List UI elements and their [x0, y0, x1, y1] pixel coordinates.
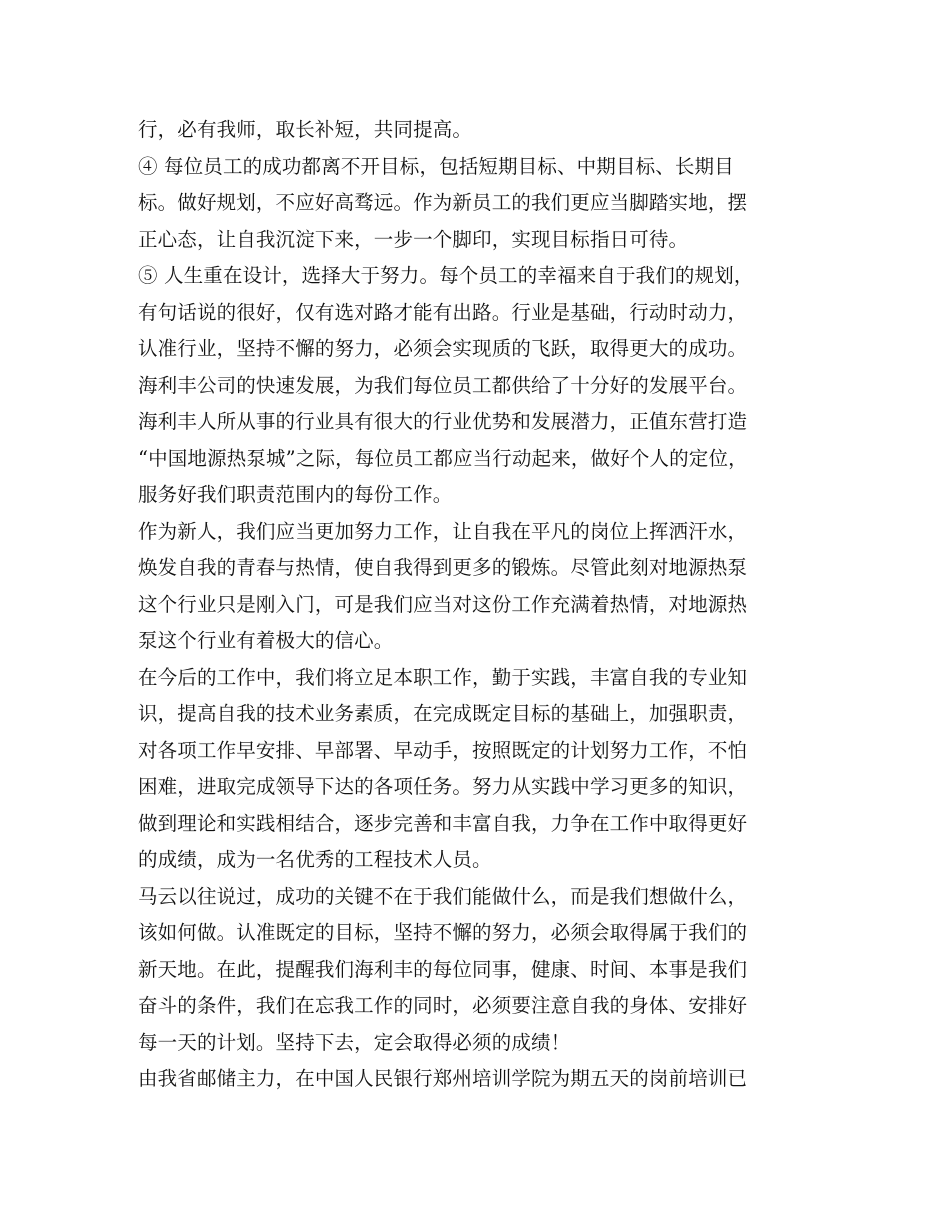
document-body: [138, 112, 828, 1098]
text-line: 焕发自我的青春与热情，使自我得到更多的锻炼。尽管此刻对地源热泵: [138, 556, 748, 579]
text-line: “中国地源热泵城”之际，每位员工都应当行动起来，做好个人的定位，: [138, 446, 748, 470]
text-line: 该如何做。认准既定的目标，坚持不懈的努力，必须会取得属于我们的: [138, 921, 748, 944]
text-line: 新天地。在此，提醒我们海利丰的每位同事，健康、时间、本事是我们: [138, 957, 748, 981]
text-line: 做到理论和实践相结合，逐步完善和丰富自我，力争在工作中取得更好: [138, 811, 748, 835]
text-line: 作为新人，我们应当更加努力工作，让自我在平凡的岗位上挥洒汗水，: [138, 519, 748, 543]
text-line: 泵这个行业有着极大的信心。: [138, 629, 394, 652]
text-line: ⑤ 人生重在设计，选择大于努力。每个员工的幸福来自于我们的规划，: [138, 264, 754, 287]
text-line: 马云以往说过，成功的关键不在于我们能做什么，而是我们想做什么，: [138, 884, 748, 908]
text-line: 服务好我们职责范围内的每份工作。: [138, 483, 453, 506]
text-line: 奋斗的条件，我们在忘我工作的同时，必须要注意自我的身体、安排好: [138, 994, 748, 1017]
text-line: ④ 每位员工的成功都离不开目标，包括短期目标、中期目标、长期目: [138, 154, 734, 178]
text-line: 由我省邮储主力，在中国人民银行郑州培训学院为期五天的岗前培训已: [138, 1067, 748, 1090]
text-line: 在今后的工作中，我们将立足本职工作，勤于实践，丰富自我的专业知: [138, 665, 748, 689]
text-line: 标。做好规划，不应好高骛远。作为新员工的我们更应当脚踏实地，摆: [138, 191, 748, 214]
text-line: 认准行业，坚持不懈的努力，必须会实现质的飞跃，取得更大的成功。: [138, 337, 748, 360]
text-line: 每一天的计划。坚持下去，定会取得必须的成绩！: [138, 1030, 571, 1054]
text-line: 正心态，让自我沉淀下来，一步一个脚印，实现目标指日可待。: [138, 227, 689, 251]
text-line: 行，必有我师，取长补短，共同提高。: [138, 118, 473, 141]
text-line: 对各项工作早安排、早部署、早动手，按照既定的计划努力工作，不怕: [138, 738, 748, 762]
text-line: 的成绩，成为一名优秀的工程技术人员。: [138, 848, 492, 871]
text-line: 这个行业只是刚入门，可是我们应当对这份工作充满着热情，对地源热: [138, 592, 748, 616]
text-line: 识，提高自我的技术业务素质，在完成既定目标的基础上，加强职责，: [138, 702, 748, 725]
text-line: 困难，进取完成领导下达的各项任务。努力从实践中学习更多的知识，: [138, 775, 748, 798]
text-line: 有句话说的很好，仅有选对路才能有出路。行业是基础，行动时动力，: [138, 300, 748, 324]
text-line: 海利丰人所从事的行业具有很大的行业优势和发展潜力，正值东营打造: [138, 410, 748, 433]
text-line: 海利丰公司的快速发展，为我们每位员工都供给了十分好的发展平台。: [138, 373, 748, 397]
